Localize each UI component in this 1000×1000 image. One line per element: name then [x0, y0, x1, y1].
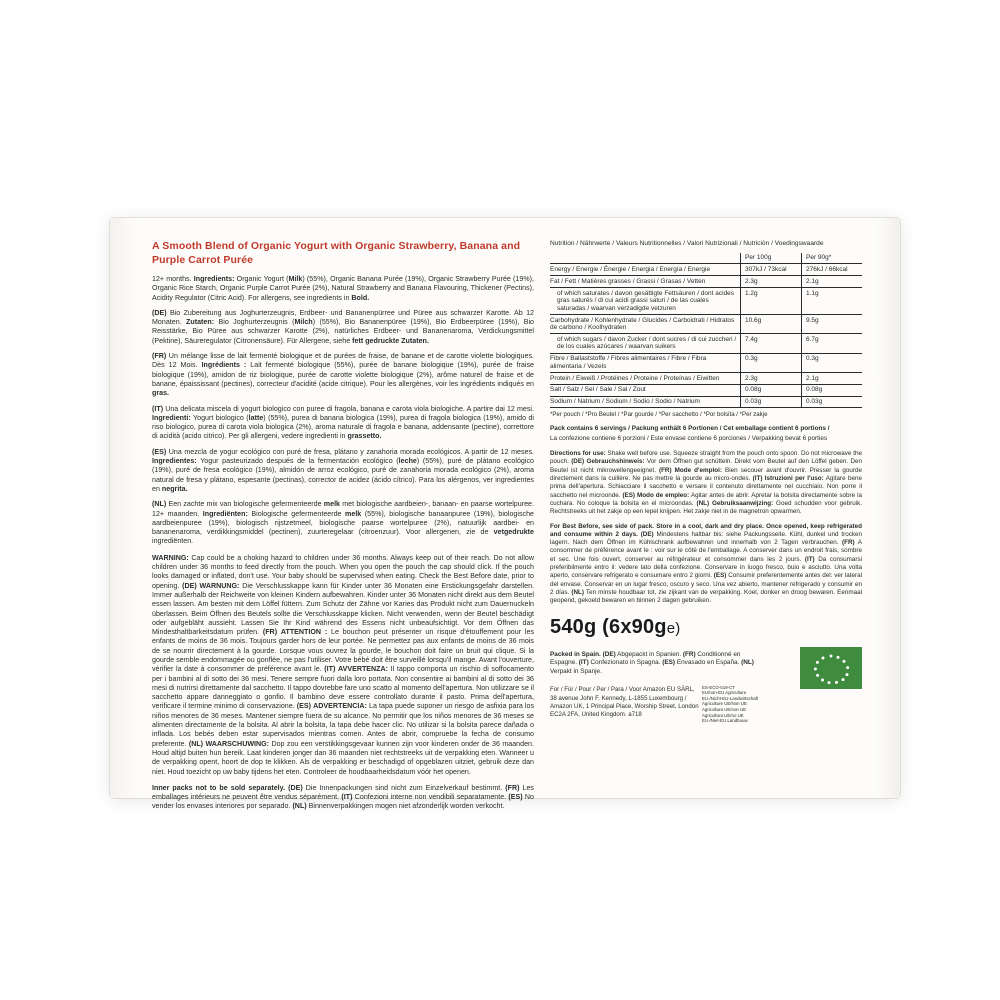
nutrient-per100g: 7.4g — [741, 334, 802, 353]
nutrition-col-label — [550, 253, 741, 264]
left-column — [152, 240, 534, 818]
nutrient-per100g: 307kJ / 73kcal — [741, 264, 802, 276]
net-weight — [550, 616, 862, 639]
storage-instructions: For Best Before, see side of pack. Store in a cool, dark and dry place. Once opened, keep refrigerated and consume within 2 days. (DE) Mindestens haltbar bis: siehe Packungsseite. Kühl, dunkel und trocken lagern. Nach dem Öffnen im Kühlschrank aufbewahren und innerhalb von 2 Tagen verbrauchen. (FR) A consommer de préférence avant le : voir sur le côté de l'emballage. A conserver dans un endroit frais, sombre et sec. Une fois ouvert, conserver au réfrigérateur et consommer dans les 2 jours. (IT) Da consumarsi preferibilmente entro il: vedere lato della confezione. Conservare in luogo fresco, buio e asciutto. Una volta aperto, conservare refrigerato e consumare entro 2 giorni. (ES) Consumir preferentemente antes del: ver lateral del envase. Conservar en un lugar fresco, oscuro y seco. Una vez abierto, mantener refrigerado y consumir en 2 días. (NL) Ten minste houdbaar tot, zie zijkant van de verpakking. Koel, donker en droog bewaren. Eenmaal geopend, gekoeld bewaren en binnen 2 dagen gebruiken. — [550, 522, 862, 605]
table-row — [550, 264, 862, 276]
nutrient-label: Fibre / Ballaststoffe / Fibres alimentaires / Fibre / Fibra alimentaria / Vezels — [550, 353, 741, 372]
nutrient-label: of which sugars / davon Zucker / dont sucres / di cui zuccheri / de los cuales azúcares / waarvan suikers — [550, 334, 741, 353]
label-panel — [152, 240, 863, 811]
cert-line: ES-ECO-019-CT — [702, 684, 735, 690]
estimated-sign: e) — [666, 619, 681, 637]
nutrient-per100g: 2.3g — [741, 373, 802, 385]
net-weight-value: 540g (6x90g — [550, 615, 667, 638]
cert-line: Agricultura UE/no UE — [702, 712, 744, 718]
nutrition-col-per100g: Per 100g — [741, 253, 802, 264]
cert-line: EU-/Niet-EU Landbouw — [702, 718, 748, 724]
nutrient-per100g: 2.3g — [741, 276, 802, 288]
nutrient-label: Carbohydrate / Kohlenhydrate / Glucides / Carboidrati / Hidratos de carbono / Koolhydraten — [550, 314, 741, 333]
footer-row — [550, 650, 862, 724]
nutrient-per90g: 0.3g — [802, 353, 863, 372]
nutrient-label: Fat / Fett / Matières grasses / Grassi / Grasas / Vetten — [550, 276, 741, 288]
nutrition-heading: Nutrition / Nährwerte / Valeurs Nutritionnelles / Valori Nutrizionali / Nutrición / Voedingswaarde — [550, 240, 824, 247]
nutrient-per90g: 9.5g — [802, 314, 863, 333]
table-row — [550, 373, 862, 385]
nutrient-label: Protein / Eiweiß / Protéines / Proteine / Proteínas / Eiwitten — [550, 373, 741, 385]
servings-line-1: Pack contains 6 servings / Packung enthält 6 Portionen / Cet emballage contient 6 portions / — [550, 425, 830, 433]
nutrient-per90g: 0.08g — [802, 384, 863, 396]
product-title: A Smooth Blend of Organic Yogurt with Organic Strawberry, Banana and Purple Carrot Purée — [152, 240, 521, 266]
ingredients-es: (ES) Una mezcla de yogur ecológico con puré de fresa, plátano y zanahoria morada ecológicos. A partir de 12 meses. Ingredientes: Yogur pasteurizado después de la fermentación ecológico (leche) (55%), puré de plátano ecológico (19%), puré de fresa ecológico (19%), almidón de arroz ecológico, puré de zanahoria morada ecológico (2%), aroma natural de fresa y plátano, espesante (pectinas), corrector de acidez (ácido cítrico). Para los alérgenos, ver ingredientes en negrita. — [152, 447, 534, 493]
nutrient-per90g: 2.1g — [802, 373, 863, 385]
nutrient-per90g: 6.7g — [802, 334, 863, 353]
company-address: For / Für / Pour / Per / Para / Voor Amazon EU SÀRL, 38 avenue John F. Kennedy, L-1855 Luxembourg / Amazon UK, 1 Principal Place, Worship Street, London EC2A 2FA, United Kingdom. a718 — [550, 686, 699, 718]
table-row — [550, 384, 862, 396]
ingredients-de: (DE) Bio Zubereitung aus Joghurterzeugnis, Erdbeer- und Bananenpürree und Püree aus schwarzer Karotte. Ab 12 Monaten. Zutaten: Bio Joghurterzeugnis (Milch) (55%), Bio Bananenpüree (19%), Bio Erdbeerpüree (19%), Bio Reisstärke, Bio Püree aus schwarzer Karotte (2%), natürliches Erdbeer- und Bananenaroma, Verdickungsmittel (Pektine), Säureregulator (Citronensäure). Für Allergene, siehe fett gedruckte Zutaten. — [152, 308, 534, 345]
ingredients-it: (IT) Una delicata miscela di yogurt biologico con puree di fragola, banana e carota viola biologiche. A partire dai 12 mesi. Ingredienti: Yogurt biologico (latte) (55%), purea di banana biologica (19%), purea di fragola biologica (19%), amido di riso biologico, purea di carota viola biologica (2%), aroma naturale di fragola e banana, addensante (pectine), correttore di acidità (acido citrico). Per gli allergeni, vedere ingredienti in grassetto. — [152, 404, 534, 441]
table-row — [550, 287, 862, 314]
ingredients-fr: (FR) Un mélange lisse de lait fermenté biologique et de purées de fraise, de banane et de carotte violette biologiques. Dès 12 Mois. Ingrédients : Lait fermenté biologique (55%), purée de banane biologique (19%), purée de fraise biologique (19%), amidon de riz biologique, purée de carotte violette biologique (2%), arôme naturel de fraise et de banane, épaississant (pectines), correcteur d'acidité (acide citrique). Pour les allergènes, voir les ingrédients indiqués en gras. — [152, 352, 534, 398]
nutrient-per100g: 0.08g — [741, 384, 802, 396]
nutrient-label: Energy / Energie / Énergie / Energia / Energía / Energie — [550, 264, 741, 276]
packed-in-text: Packed in Spain. (DE) Abgepackt in Spanien. (FR) Conditionné en Espagne. (IT) Confezionato in Spagna. (ES) Envasado en España. (NL) Verpakt in Spanje. — [550, 650, 754, 675]
warning-text: WARNING: Cap could be a choking hazard to children under 36 months. Always keep out of their reach. Do not allow children under 36 months to feed directly from the pouch. When you open the pouch the cap should click. If the pouch looks damaged or inflated, don't use. Your baby should be supervised when eating. Check the Best Before date, prior to opening. (DE) WARNUNG: Die Verschlusskappe kann für Kinder unter 36 Monaten eine Erstickungsgefahr darstellen. Immer außerhalb der Reichweite von kleinen Kindern aufbewahren. Kinder unter 36 Monaten nicht direkt aus dem Beutel essen lassen. Am besten mit dem Löffel füttern. Zum Schutz der Zähne vor Karies das Produkt nicht zum Dauernuckeln überlassen. Beim Öffnen des Beutels sollte die Verschlusskappe klicken. Nicht verwenden, wenn der Beutel beschädigt oder aufgebläht aussieht. Lassen Sie Ihr Kind während des Essens nicht unbeaufsichtigt. Vor dem Öffnen das Mindesthaltbarkeitsdatum prüfen. (FR) ATTENTION : Le bouchon peut présenter un risque d'étouffement pour les enfants de moins de 36 mois. Toujours garder hors de leur portée. Ne permettez pas aux enfants de moins de 36 mois de se nourrir directement à la gourde. Lorsque vous ouvrez la gourde, le bouchon doit faire un bruit qui clique. Si la gourde semble endommagée ou gonflée, ne pas l'utiliser. Votre bébé doit être surveillé lorsqu'il mange. Avant l'ouverture, vérifier la date à consommer de préférence avant le. (IT) AVVERTENZA: Il tappo comporta un rischio di soffocamento per i bambini al di sotto dei 36 mesi. Tenere sempre fuori dalla loro portata. Non consentire ai bambini al di sotto dei 36 mesi di nutrirsi direttamente dal sacchetto. Il tappo dovrebbe fare uno scatto al momento dell'apertura. Non utilizzare se il sacchetto appare danneggiato o gonfio. Il bambino deve essere controllato durante il pasto. Prima dell'apertura, verificare il termine minimo di conservazione. (ES) ADVERTENCIA: La tapa puede suponer un riesgo de asfixia para los niños menores de 36 meses. Mantener siempre fuera de su alcance. No permitir que los niños menores de 36 meses se alimenten directamente de la bolsita. Al abrir la bolsita, la tapa debe hacer clic. No utilizar si la bolsita parece dañada o inflada. Los bebés deben estar supervisados mientras comen. Antes de abrir, compruebe la fecha de consumo preferente. (NL) WAARSCHUWING: Dop zou een verstikkingsgevaar kunnen zijn voor kinderen onder de 36 maanden. Houd altijd buiten hun bereik. Laat kinderen jonger dan 36 maanden niet rechtstreeks uit de verpakking eten. Wanneer u de verpakking opent, hoort de dop te klikken. Als de verpakking er beschadigd of opgeblazen uitziet, gebruik deze dan niet. Houd toezicht op uw baby tijdens het eten. Controleer de houdbaarheidsdatum vóór het openen. — [152, 553, 535, 776]
ingredients-en: 12+ months. Ingredients: Organic Yogurt (Milk) (55%), Organic Banana Purée (19%), Organic Strawberry Purée (19%), Organic Rice Starch, Organic Purple Carrot Purée (2%), Natural Strawberry and Banana Flavouring, Thickener (Pectins), Acidity Regulator (Citric Acid). For allergens, see ingredients in Bold. — [152, 275, 535, 302]
directions-for-use: Directions for use: Shake well before use. Squeeze straight from the pouch onto spoon. Do not microwave the pouch. (DE) Gebrauchshinweis: Vor dem Öffnen gut schütteln. Direkt vom Beutel auf den Löffel geben. Den Beutel ist nicht mikrowellengeeignet. (FR) Mode d'emploi: Bien secouer avant d'ouvrir. Presser la gourde directement dans la cuillère. Ne pas mettre la gourde au micro-ondes. (IT) Istruzioni per l'uso: Agitare bene prima dell'apertura. Schiacciare il sacchetto e versare il contenuto direttamente nel cucchiaio. Non porre il sacchetto nel microonde. (ES) Modo de empleo: Agitar antes de abrir. Apretar la bolsita directamente sobre la cuchara. No coloque la bolsita en el microondas. (NL) Gebruiksaanwijzing: Goed schudden voor gebruik. Rechtstreeks uit het zakje op een lepel knijpen. Het zakje niet in de magnetron opwarmen. — [550, 450, 863, 516]
ingredients-nl: (NL) Een zachte mix van biologische gefermenteerde melk met biologische aardbeien-, banaan- en paarse wortelpuree. 12+ maanden. Ingrediënten: Biologische gefermenteerde melk (55%), biologische banaanpuree (19%), biologische aardbeienpuree (19%), biologisch rijstzetmeel, biologische paarse wortelpuree (2%), natuurlijk aardbei- en bananenaroma, verdikkingsmiddel (pectinen), zuurteregelaar (citroenzuur). Voor allergenen, zie de vetgedrukte ingrediënten. — [152, 500, 534, 546]
nutrient-label: Sodium / Natrium / Sodium / Sodio / Sodio / Natrium — [550, 396, 741, 408]
table-row — [550, 334, 862, 353]
nutrient-per90g: 2.1g — [802, 276, 863, 288]
nutrient-per100g: 10.6g — [741, 314, 802, 333]
right-column — [550, 240, 863, 724]
nutrition-table — [550, 253, 862, 409]
organic-certification-code — [702, 685, 790, 724]
table-header-row — [550, 253, 862, 264]
nutrient-per90g: 276kJ / 66kcal — [802, 264, 863, 276]
nutrient-label: Salt / Salz / Sel / Sale / Sal / Zout — [550, 384, 741, 396]
table-row — [550, 314, 862, 333]
product-packaging-back — [110, 218, 900, 811]
nutrient-per100g: 0.3g — [741, 353, 802, 372]
per-pouch-footnote: *Per pouch / *Pro Beutel / *Par gourde / *Per sacchetto / *Por bolsita / *Per zakje — [550, 411, 768, 419]
cert-line: EU-/Nicht-EU-Landwirtschaft — [702, 695, 759, 701]
cert-line: Agricoltura UE/non UE — [702, 706, 747, 712]
table-row — [550, 396, 862, 408]
servings-line-2: La confezione contiene 6 porzioni / Este envase contiene 6 porciones / Verpakking bevat 6 porties — [550, 434, 828, 442]
nutrient-per90g: 0.03g — [802, 396, 863, 408]
nutrient-per100g: 0.03g — [741, 396, 802, 408]
nutrition-col-per90g: Per 90g* — [802, 253, 863, 264]
table-row — [550, 276, 862, 288]
eu-organic-leaf-icon — [800, 647, 862, 689]
table-row — [550, 353, 862, 372]
cert-line: Agriculture UE/Non UE — [702, 701, 747, 707]
nutrient-per90g: 1.1g — [802, 287, 863, 314]
inner-packs-notice: Inner packs not to be sold separately. (DE) Die Innenpackungen sind nicht zum Einzelverkauf bestimmt. (FR) Les emballages intérieurs ne peuvent être vendus séparément. (IT) Confezioni interne non vendibili separatamente. (ES) No vender los envases interiores por separado. (NL) Binnenverpakkingen mogen niet afzonderlijk worden verkocht. — [152, 783, 534, 811]
nutrient-per100g: 1.2g — [741, 287, 802, 314]
nutrient-label: of which saturates / davon gesättigte Fettsäuren / dont acides gras saturés / di cui acidi grassi saturi / de las cuales saturadas / waarvan verzadigde vetzuren — [550, 287, 741, 314]
cert-line: EU/non-EU Agriculture — [702, 690, 747, 696]
